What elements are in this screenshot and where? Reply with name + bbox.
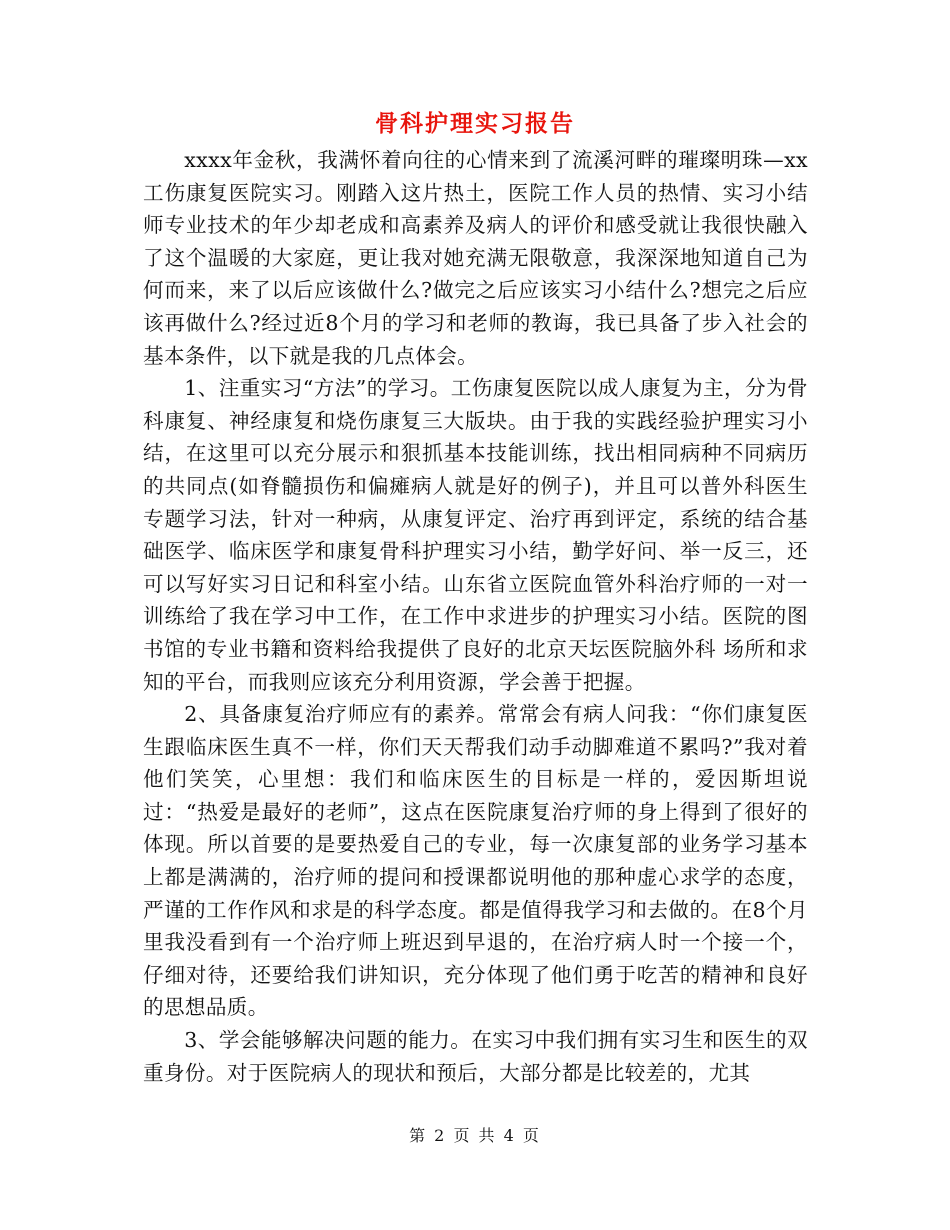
document-title: 骨科护理实习报告	[375, 110, 575, 137]
paragraph-intro: xxxx年金秋，我满怀着向往的心情来到了流溪河畔的璀璨明珠—xx工伤康复医院实习。刚踏入这片热土，医院工作人员的热情、实习小结师专业技术的年少却老成和高素养及病人的评价和感受就让我很快融入了这个温暖的大家庭，更让我对她充满无限敬意，我深深地知道自己为何而来，来了以后应该做什么?做完之后应该实习小结什么?想完之后应该再做什么?经过近8个月的学习和老师的教诲，我已具备了步入社会的基本条件，以下就是我的几点体会。	[143, 148, 808, 368]
paragraph-point-1: 1、注重实习“方法”的学习。工伤康复医院以成人康复为主，分为骨科康复、神经康复和烧伤康复三大版块。由于我的实践经验护理实习小结，在这里可以充分展示和狠抓基本技能训练，找出相同病种不同病历的共同点(如脊髓损伤和偏瘫病人就是好的例子)，并且可以普外科医生 专题学习法，针对一种病，从康复评定、治疗再到评定，系统的结合基础医学、临床医学和康复骨科护理实习小结，勤学好问、举一反三，还可以写好实习日记和科室小结。山东省立医院血管外科治疗师的一对一训练给了我在学习中工作，在工作中求进步的护理实习小结。医院的图书馆的专业书籍和资料给我提供了良好的北京天坛医院脑外科 场所和求知的平台，而我则应该充分利用资源，学会善于把握。	[143, 376, 808, 694]
page-number-footer: 第 2 页 共 4 页	[409, 1126, 541, 1145]
paragraph-point-2: 2、具备康复治疗师应有的素养。常常会有病人问我：“你们康复医生跟临床医生真不一样，你们天天帮我们动手动脚难道不累吗?”我对着他们笑笑，心里想：我们和临床医生的目标是一样的，爱因斯坦说过：“热爱是最好的老师”，这点在医院康复治疗师的身上得到了很好的体现。所以首要的是要热爱自己的专业，每一次康复部的业务学习基本上都是满满的，治疗师的提问和授课都说明他的那种虚心求学的态度，严谨的工作作风和求是的科学态度。都是值得我学习和去做的。在8个月里我没看到有一个治疗师上班迟到早退的，在治疗病人时一个接一个，仔细对待，还要给我们讲知识，充分体现了他们勇于吃苦的精神和良好的思想品质。	[143, 702, 808, 1020]
paragraph-point-3: 3、学会能够解决问题的能力。在实习中我们拥有实习生和医生的双重身份。对于医院病人的现状和预后，大部分都是比较差的，尤其	[143, 1028, 808, 1085]
document-body	[143, 144, 808, 1089]
